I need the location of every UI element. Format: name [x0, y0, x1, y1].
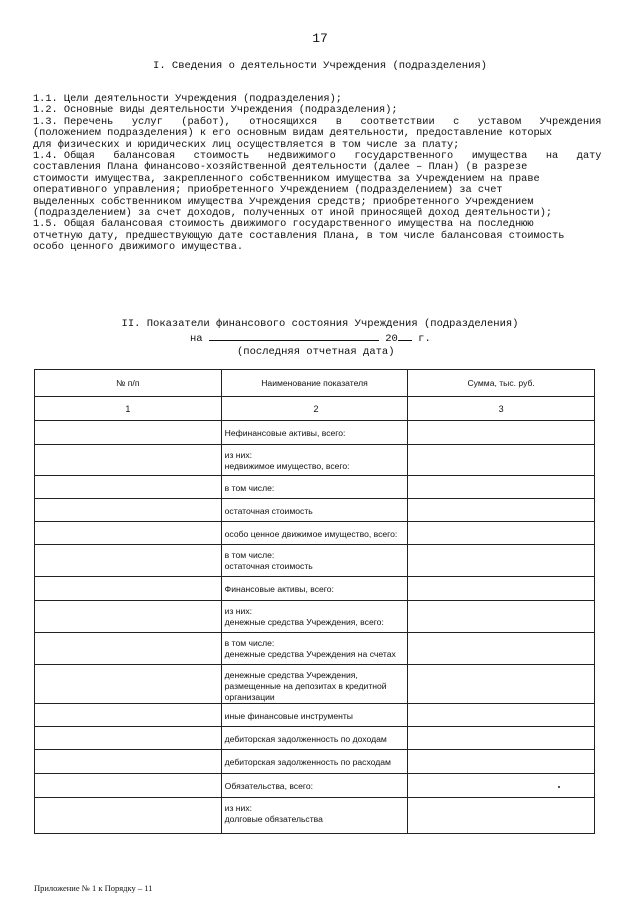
sum-cell[interactable]: [408, 601, 595, 633]
indicator-name-cell: [221, 704, 408, 727]
row-number-cell[interactable]: [35, 601, 222, 633]
section2-title: II. Показатели финансового состояния Учреждения (подразделения): [121, 318, 519, 330]
header-sum: Сумма, тыс. руб.: [408, 370, 595, 397]
header-indicator: Наименование показателя: [221, 370, 408, 397]
row-number-cell[interactable]: [35, 774, 222, 798]
indicator-name-line: Нефинансовые активы, всего:: [224, 428, 346, 438]
indicator-name-cell: [221, 750, 408, 774]
table-row: [35, 545, 595, 577]
indicator-name-line: в том числе:: [224, 638, 275, 648]
table-row: [35, 727, 595, 750]
table-row: [35, 577, 595, 601]
date-prefix: на: [190, 333, 203, 345]
indicator-name-line: Обязательства, всего:: [224, 781, 313, 791]
indicator-name-line: денежные средства Учреждения на счетах: [224, 649, 396, 659]
table-row: [35, 421, 595, 445]
sum-cell[interactable]: [408, 545, 595, 577]
indicator-name-line: из них:: [224, 450, 253, 460]
stray-mark: [558, 786, 560, 788]
indicator-name-line: остаточная стоимость: [224, 506, 313, 516]
table-row: [35, 704, 595, 727]
indicator-name-line: в том числе:: [224, 483, 275, 493]
indicator-name-line: из них:: [224, 606, 253, 616]
section1-line: для физических и юридических лиц осуществляется в том числе за плату;: [33, 138, 460, 151]
sum-cell[interactable]: [408, 665, 595, 704]
indicator-name-cell: [221, 665, 408, 704]
column-number: 1: [35, 397, 222, 421]
row-number-cell[interactable]: [35, 499, 222, 522]
table-row: [35, 445, 595, 476]
indicator-name-line: в том числе:: [224, 550, 275, 560]
indicator-name-line: иные финансовые инструменты: [224, 711, 353, 721]
page-number: 17: [312, 31, 328, 46]
section1-line: (подразделением) за счет доходов, полученных от иной приносящей доход деятельности);: [33, 206, 553, 219]
row-number-cell[interactable]: [35, 545, 222, 577]
section1-title: I. Сведения о деятельности Учреждения (подразделения): [153, 60, 487, 72]
row-number-cell[interactable]: [35, 421, 222, 445]
table-row: [35, 522, 595, 545]
section1-line: составления Плана финансово-хозяйственной деятельности (далее – План) (в разрезе: [33, 161, 528, 174]
section1-line: (положением подразделения) к его основным видам деятельности, предоставление которых: [33, 127, 553, 140]
indicator-name-line: особо ценное движимое имущество, всего:: [224, 529, 398, 539]
table-row: [35, 774, 595, 798]
indicator-name-cell: [221, 421, 408, 445]
section1-line: 1.4. Общая балансовая стоимость недвижимого государственного имущества на дату: [33, 149, 602, 162]
table-row: [35, 798, 595, 834]
financial-indicators-table: [34, 369, 595, 834]
indicator-name-cell: [221, 798, 408, 834]
indicator-name-cell: [221, 601, 408, 633]
footer-note: Приложение № 1 к Порядку – 11: [34, 883, 153, 893]
column-number: 3: [408, 397, 595, 421]
indicator-name-line: дебиторская задолженность по доходам: [224, 734, 387, 744]
row-number-cell[interactable]: [35, 577, 222, 601]
sum-cell[interactable]: [408, 798, 595, 834]
indicator-name-cell: [221, 727, 408, 750]
sum-cell[interactable]: [408, 704, 595, 727]
section1-line: особо ценного движимого имущества.: [33, 241, 244, 254]
row-number-cell[interactable]: [35, 445, 222, 476]
sum-cell[interactable]: [408, 476, 595, 499]
indicator-name-cell: [221, 476, 408, 499]
section1-line: стоимости имущества, закрепленного собственником имущества за Учреждением на праве: [33, 172, 540, 185]
report-date-caption: (последняя отчетная дата): [237, 346, 395, 358]
indicator-name-cell: [221, 445, 408, 476]
row-number-cell[interactable]: [35, 633, 222, 665]
sum-cell[interactable]: [408, 633, 595, 665]
indicator-name-cell: [221, 522, 408, 545]
report-date-line: [190, 331, 431, 345]
table-row: [35, 601, 595, 633]
indicator-name-line: остаточная стоимость: [224, 561, 313, 571]
row-number-cell[interactable]: [35, 476, 222, 499]
sum-cell[interactable]: [408, 499, 595, 522]
table-row: [35, 499, 595, 522]
column-number: 2: [221, 397, 408, 421]
indicator-name-line: денежные средства Учреждения, размещенные на депозитах в кредитной: [224, 670, 387, 691]
indicator-name-cell: [221, 577, 408, 601]
header-number: № п/п: [35, 370, 222, 397]
sum-cell[interactable]: [408, 774, 595, 798]
table-row: [35, 633, 595, 665]
date-year: 20: [385, 333, 398, 345]
sum-cell[interactable]: [408, 727, 595, 750]
indicator-name-cell: [221, 499, 408, 522]
row-number-cell[interactable]: [35, 750, 222, 774]
column-number-row: [35, 397, 595, 421]
sum-cell[interactable]: [408, 445, 595, 476]
table-row: [35, 476, 595, 499]
indicator-name-line: долговые обязательства: [224, 814, 323, 824]
sum-cell[interactable]: [408, 421, 595, 445]
sum-cell[interactable]: [408, 750, 595, 774]
year-blank[interactable]: [398, 331, 412, 341]
date-suffix: г.: [418, 333, 431, 345]
section1-line: 1.1. Цели деятельности Учреждения (подразделения);: [33, 93, 342, 105]
section1-line: выделенных собственником имущества Учреждения средств; приобретенного Учреждением: [33, 195, 534, 208]
indicator-name-line: недвижимое имущество, всего:: [224, 461, 350, 471]
sum-cell[interactable]: [408, 577, 595, 601]
indicator-name-line: дебиторская задолженность по расходам: [224, 757, 391, 767]
row-number-cell[interactable]: [35, 665, 222, 704]
date-blank[interactable]: [209, 331, 379, 341]
table-header-row: [35, 370, 595, 397]
row-number-cell[interactable]: [35, 798, 222, 834]
table-row: [35, 750, 595, 774]
row-number-cell[interactable]: [35, 704, 222, 727]
section1-line: 1.2. Основные виды деятельности Учреждения (подразделения);: [33, 104, 398, 117]
section1-line: 1.5. Общая балансовая стоимость движимого государственного имущества на последнюю: [33, 218, 534, 231]
indicator-name-cell: [221, 545, 408, 577]
section1-line: отчетную дату, предшествующую дате составления Плана, в том числе балансовая стоимость: [33, 229, 565, 242]
indicator-name-line: из них:: [224, 803, 253, 813]
section1-line: 1.3. Перечень услуг (работ), относящихся в соответствии с уставом Учреждения: [33, 115, 602, 128]
indicator-name-cell: [221, 774, 408, 798]
row-number-cell[interactable]: [35, 522, 222, 545]
sum-cell[interactable]: [408, 522, 595, 545]
indicator-name-cell: [221, 633, 408, 665]
section1-body: [33, 93, 602, 254]
indicator-name-line: денежные средства Учреждения, всего:: [224, 617, 384, 627]
table-row: [35, 665, 595, 704]
indicator-name-line: Финансовые активы, всего:: [224, 584, 334, 594]
row-number-cell[interactable]: [35, 727, 222, 750]
section1-line: оперативного управления; приобретенного Учреждением (подразделением) за счет: [33, 184, 503, 197]
indicator-name-line: организации: [224, 692, 275, 702]
